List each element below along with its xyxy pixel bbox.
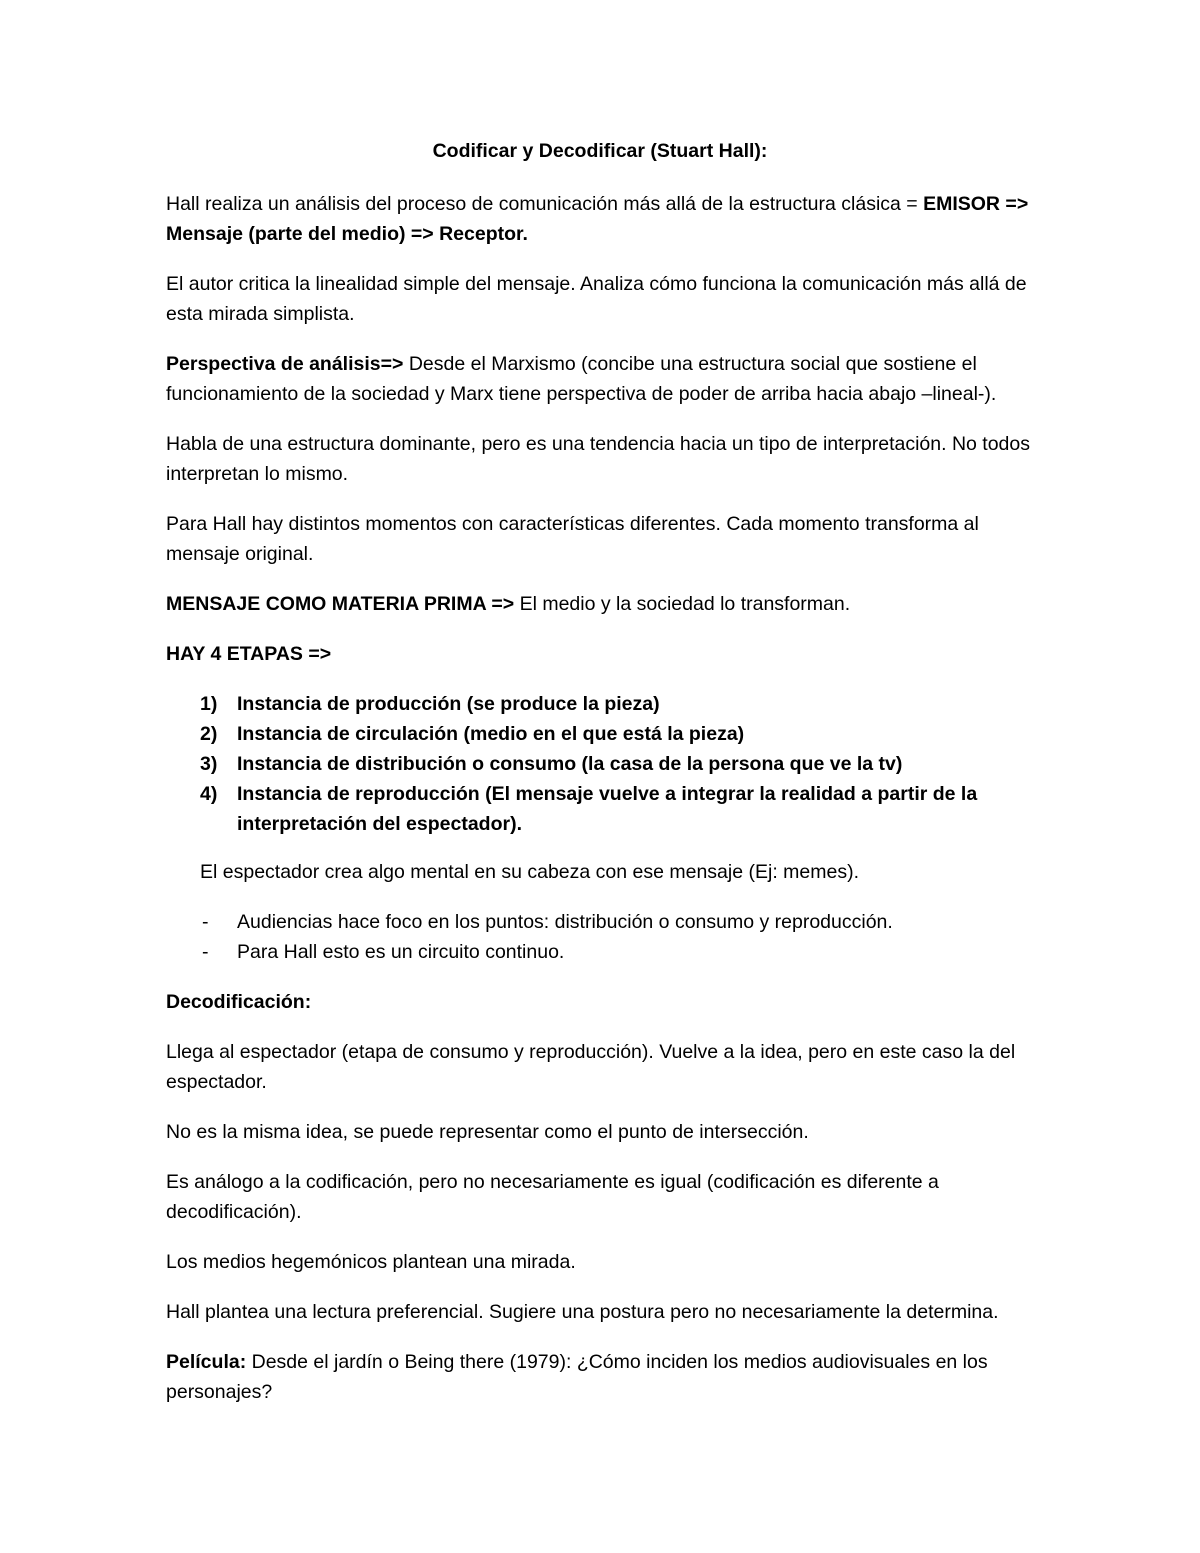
- paragraph-analogous: Es análogo a la codificación, pero no necesariamente es igual (codificación es diferente a decodificación).: [166, 1171, 939, 1223]
- paragraph-moments: Para Hall hay distintos momentos con características diferentes. Cada momento transforma al mensaje original.: [166, 513, 979, 565]
- stage-number: 4): [200, 783, 218, 805]
- document-title: Codificar y Decodificar (Stuart Hall):: [432, 140, 768, 162]
- dash-text: Audiencias hace foco en los puntos: distribución o consumo y reproducción.: [237, 911, 893, 933]
- stage-text: Instancia de reproducción (El mensaje vuelve a integrar la realidad a partir de la interpretación del espectador).: [237, 783, 978, 835]
- stage-text: Instancia de producción (se produce la pieza): [237, 693, 660, 715]
- stage-item: [166, 719, 1050, 749]
- dash-mark: -: [202, 941, 209, 963]
- paragraph-dominant-structure: Habla de una estructura dominante, pero es una tendencia hacia un tipo de interpretación. No todos interpretan lo mismo.: [166, 433, 1030, 485]
- dash-list: [166, 907, 1050, 967]
- decoding-heading: [166, 987, 1050, 1017]
- stage-number: 1): [200, 693, 218, 715]
- raw-material-label: MENSAJE COMO MATERIA PRIMA =>: [166, 593, 515, 615]
- film-text: Desde el jardín o Being there (1979): ¿Cómo inciden los medios audiovisuales en los personajes?: [166, 1351, 988, 1403]
- stages-heading-text: HAY 4 ETAPAS =>: [166, 643, 332, 665]
- intro-bold: EMISOR => Mensaje (parte del medio) => Receptor.: [166, 193, 1029, 245]
- paragraph-preferential: Hall plantea una lectura preferencial. Sugiere una postura pero no necesariamente la determina.: [166, 1301, 999, 1323]
- dash-text: Para Hall esto es un circuito continuo.: [237, 941, 565, 963]
- paragraph-film: [166, 1347, 1050, 1407]
- stage-number: 2): [200, 723, 218, 745]
- dash-item: [166, 937, 1050, 967]
- stage-item: [166, 749, 1050, 779]
- paragraph-reaches-spectator: Llega al espectador (etapa de consumo y reproducción). Vuelve a la idea, pero en este caso la del espectador.: [166, 1041, 1016, 1093]
- intro-text: Hall realiza un análisis del proceso de comunicación más allá de la estructura clásica =: [166, 193, 924, 215]
- dash-mark: -: [202, 911, 209, 933]
- raw-material-text: El medio y la sociedad lo transforman.: [514, 593, 851, 615]
- stage-item: [166, 689, 1050, 719]
- stage-item: [166, 779, 1050, 839]
- film-label: Película:: [166, 1351, 247, 1373]
- paragraph-perspective: [166, 349, 1050, 409]
- paragraph-spectator: El espectador crea algo mental en su cabeza con ese mensaje (Ej: memes).: [200, 861, 860, 883]
- stage-number: 3): [200, 753, 218, 775]
- paragraph-intro: [166, 189, 1050, 249]
- paragraph-raw-material: [166, 589, 1050, 619]
- paragraph-critique: El autor critica la linealidad simple del mensaje. Analiza cómo funciona la comunicación más allá de esta mirada simplista.: [166, 273, 1027, 325]
- decoding-heading-text: Decodificación:: [166, 991, 312, 1013]
- perspective-text: Desde el Marxismo (concibe una estructura social que sostiene el funcionamiento de la sociedad y Marx tiene perspectiva de poder de arriba hacia abajo –lineal-).: [166, 353, 997, 405]
- dash-item: [166, 907, 1050, 937]
- paragraph-intersection: No es la misma idea, se puede representar como el punto de intersección.: [166, 1121, 809, 1143]
- stages-list: [166, 689, 1050, 839]
- paragraph-hegemonic: Los medios hegemónicos plantean una mirada.: [166, 1251, 576, 1273]
- perspective-label: Perspectiva de análisis=>: [166, 353, 404, 375]
- stages-heading: [166, 639, 1050, 669]
- stage-text: Instancia de distribución o consumo (la casa de la persona que ve la tv): [237, 753, 903, 775]
- stage-text: Instancia de circulación (medio en el que está la pieza): [237, 723, 745, 745]
